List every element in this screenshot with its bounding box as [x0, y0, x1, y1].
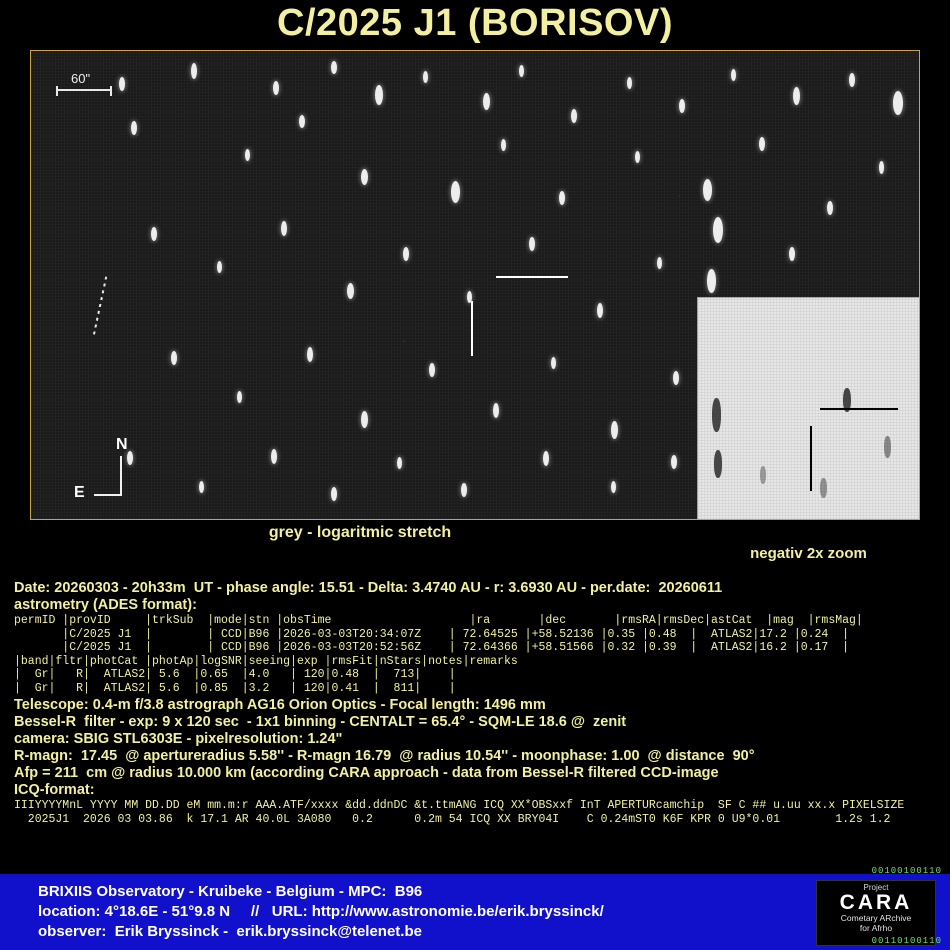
scale-bar-label: 60" — [71, 71, 91, 86]
cara-logo-project: Project — [863, 883, 889, 892]
star-trail — [191, 63, 197, 79]
filter-line: Bessel-R filter - exp: 9 x 120 sec - 1x1 binning - CENTALT = 65.4° - SQM-LE 18.6 @ zenit — [14, 714, 627, 730]
star-trail — [217, 261, 222, 273]
star-trail — [879, 161, 884, 174]
star-trail — [403, 247, 409, 261]
star-trail — [571, 109, 577, 123]
location-line: location: 4°18.6E - 51°9.8 N // URL: http://www.astronomie.be/erik.bryssinck/ — [38, 903, 604, 920]
compass-rose — [74, 436, 156, 516]
image-caption: grey - logaritmic stretch — [268, 524, 452, 541]
camera-line: camera: SBIG STL6303E - pixelresolution: 1.24" — [14, 731, 343, 747]
star-trail — [171, 351, 177, 365]
ades-line: | Gr| R| ATLAS2| 5.6 |0.85 |3.2 | 120|0.41 | 811| | — [14, 681, 456, 695]
star-trail — [673, 371, 679, 385]
star-trail — [635, 151, 640, 163]
cara-logo-sub2: for Afrho — [859, 923, 893, 933]
comet-marker-vertical — [471, 301, 473, 356]
star-trail — [299, 115, 305, 128]
star-trail — [519, 65, 524, 77]
star-trail — [281, 221, 287, 236]
star-trail — [461, 483, 467, 497]
icq-line: 2025J1 2026 03 03.86 k 17.1 AR 40.0L 3A080 0.2 0.2m 54 ICQ XX BRY04I C 0.24mST0 K6F KPR 0 U9*0.01 1.2s 1.2 — [14, 812, 891, 826]
star-trail — [483, 93, 490, 110]
magnitude-line: R-magn: 17.45 @ apertureradius 5.58'' - R-magn 16.79 @ radius 10.54'' - moonphase: 1.00 @ distance 90° — [14, 748, 755, 764]
star-trail — [199, 481, 204, 493]
page-title: C/2025 J1 (BORISOV) — [277, 2, 673, 44]
star-trail — [597, 303, 603, 318]
star-trail — [551, 357, 556, 369]
star-trail — [331, 487, 337, 501]
ades-line: |C/2025 J1 | | CCD|B96 |2026-03-03T20:34:07Z | 72.64525 |+58.52136 |0.35 |0.48 | ATLAS2|17.2 |0.24 | — [14, 627, 850, 641]
star-trail — [501, 139, 506, 151]
observatory-line: BRIXIIS Observatory - Kruibeke - Belgium - MPC: B96 — [38, 883, 423, 900]
star-trail — [451, 181, 460, 203]
star-trail — [793, 87, 800, 105]
star-trail — [131, 121, 137, 135]
binary-text-bottom: 00110100110 — [871, 936, 942, 946]
star-trail — [849, 73, 855, 87]
star-trail — [543, 451, 549, 466]
star-trail — [657, 257, 662, 269]
inset-marker-vertical — [810, 426, 812, 491]
star-trail — [759, 137, 765, 151]
ades-line: |band|fltr|photCat |photAp|logSNR|seeing|exp |rmsFit|nStars|notes|remarks — [14, 654, 518, 668]
star-trail — [529, 237, 535, 251]
inset-caption: negativ 2x zoom — [750, 545, 867, 562]
footer-bar — [0, 866, 950, 950]
star-trail — [361, 169, 368, 185]
star-trail — [559, 191, 565, 205]
star-trail — [307, 347, 313, 362]
compass-north-line — [120, 456, 122, 496]
observer-line: observer: Erik Bryssinck - erik.bryssinck@telenet.be — [38, 923, 422, 940]
astrometry-header: astrometry (ADES format): — [14, 597, 197, 613]
icq-line: IIIYYYYMnL YYYY MM DD.DD eM mm.m:r AAA.ATF/xxxx &dd.ddnDC &t.ttmANG ICQ XX*OBSxxf InT APERTURcamchip SF C ## u.uu xx.x PIXELSIZE — [14, 799, 905, 812]
star-trail — [611, 421, 618, 439]
inset-marker-horizontal — [820, 408, 898, 410]
inset-star-trail — [884, 436, 891, 458]
compass-east-line — [94, 494, 122, 496]
star-trail — [119, 77, 125, 91]
star-trail — [237, 391, 242, 403]
scale-bar — [56, 89, 112, 91]
star-trail — [429, 363, 435, 377]
comet-marker-horizontal — [496, 276, 568, 278]
star-trail — [361, 411, 368, 428]
star-trail — [671, 455, 677, 469]
star-trail — [827, 201, 833, 215]
compass-east-label: E — [74, 484, 85, 501]
cara-logo-sub1: Cometary ARchive — [840, 913, 912, 923]
star-trail — [731, 69, 736, 81]
star-trail — [679, 99, 685, 113]
info-text-block — [14, 580, 944, 826]
inset-star-trail — [760, 466, 766, 484]
star-trail — [713, 217, 723, 243]
star-trail — [611, 481, 616, 493]
star-trail — [347, 283, 354, 299]
star-trail — [331, 61, 337, 74]
inset-star-trail — [820, 478, 827, 498]
star-trail — [245, 149, 250, 161]
compass-north-label: N — [116, 436, 128, 453]
star-trail — [703, 179, 712, 201]
star-trail — [151, 227, 157, 241]
cara-logo-name: CARA — [839, 891, 913, 914]
star-trail — [271, 449, 277, 464]
binary-text-top: 00100100110 — [871, 866, 942, 876]
icq-header: ICQ-format: — [14, 782, 95, 798]
star-trail — [627, 77, 632, 89]
date-line: Date: 20260303 - 20h33m UT - phase angle: 15.51 - Delta: 3.4740 AU - r: 3.6930 AU - per.date: 20260611 — [14, 580, 723, 596]
star-trail — [893, 91, 903, 115]
star-trail — [375, 85, 383, 105]
star-trail — [397, 457, 402, 469]
afp-line: Afp = 211 cm @ radius 10.000 km (according CARA approach - data from Bessel-R filtered CCD-image — [14, 765, 719, 781]
star-trail — [423, 71, 428, 83]
inset-star-trail — [712, 398, 721, 432]
star-trail — [789, 247, 795, 261]
ades-line: permID |provID |trkSub |mode|stn |obsTime |ra |dec |rmsRA|rmsDec|astCat |mag |rmsMag| — [14, 614, 863, 627]
negative-zoom-inset — [697, 297, 920, 520]
star-trail — [707, 269, 716, 293]
star-trail — [273, 81, 279, 95]
star-trail — [493, 403, 499, 418]
telescope-line: Telescope: 0.4-m f/3.8 astrograph AG16 Orion Optics - Focal length: 1496 mm — [14, 697, 546, 713]
inset-star-trail — [714, 450, 722, 478]
ades-line: |C/2025 J1 | | CCD|B96 |2026-03-03T20:52:56Z | 72.64366 |+58.51566 |0.32 |0.39 | ATLAS2|16.2 |0.17 | — [14, 641, 850, 654]
ades-line: | Gr| R| ATLAS2| 5.6 |0.65 |4.0 | 120|0.48 | 713| | — [14, 668, 456, 681]
